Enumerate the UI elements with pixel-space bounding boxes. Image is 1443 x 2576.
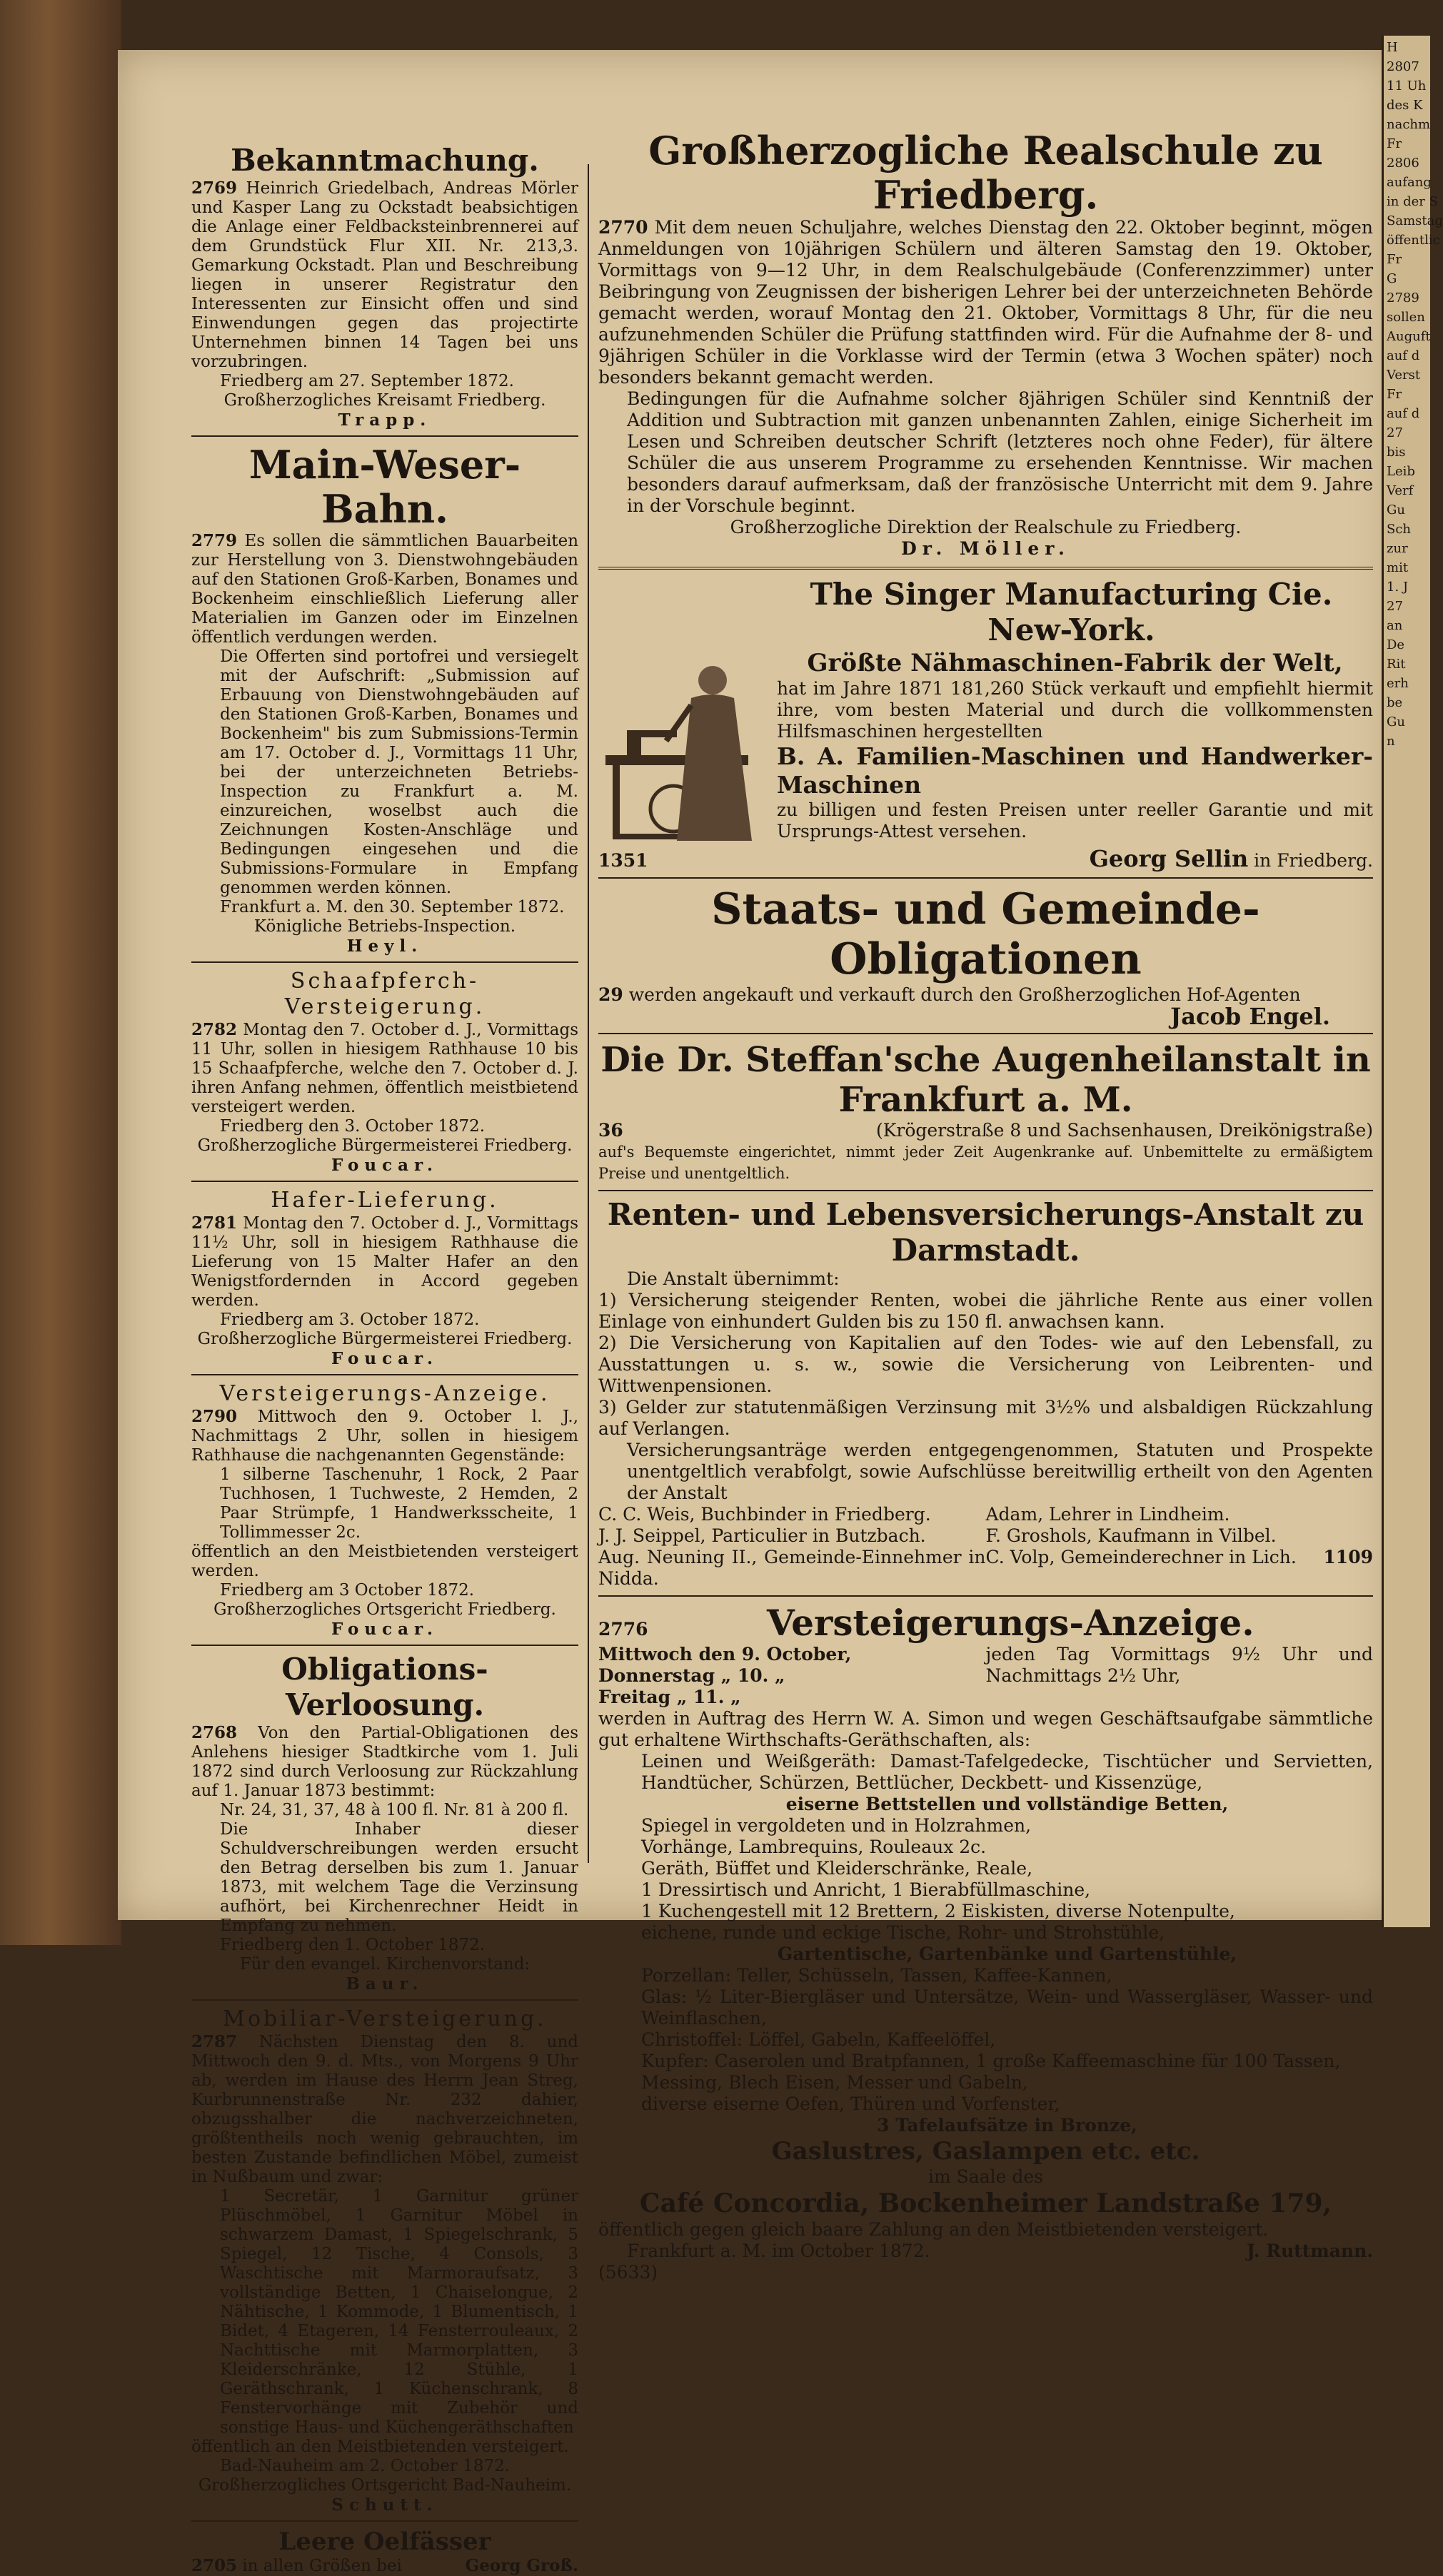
ad-title: The Singer Manufacturing Cie. New-York. xyxy=(810,577,1333,647)
list-item: Christoffel: Löffel, Gabeln, Kaffeelöffel, xyxy=(641,2029,996,2050)
adjacent-page-fragment: G xyxy=(1387,271,1397,286)
list-item: Messing, Blech Eisen, Messer und Gabeln, xyxy=(641,2072,1028,2093)
notice-body-2: Die Offerten sind portofrei und versiegelt mit der Aufschrift: „Submission auf Erbauung von Dienstwohngebäuden auf den Stationen Groß-Karben, Bonames und Bockenheim" bis zum Submissions-Termin am 17. October d. J., Vormittags 11 Uhr, bei der unterzeichneten Betriebs-Inspection zu Frankfurt a. M. einzureichen, woselbst auch die Zeichnungen Kosten-Anschläge und Bedingungen eingesehen und die Submissions-Formulare in Empfang genommen werden können. xyxy=(220,647,578,897)
adjacent-page-fragment: Fr xyxy=(1387,387,1402,402)
ad-title: Renten- und Lebensversicherungs-Anstalt zu Darmstadt. xyxy=(607,1197,1364,1268)
notice-office: Königliche Betriebs-Inspection. xyxy=(253,917,516,936)
adjacent-page-fragment: an xyxy=(1387,618,1403,633)
notice-oelfaesser xyxy=(191,2527,578,2576)
list-item: Gaslustres, Gaslampen etc. etc. xyxy=(771,2137,1200,2166)
adjacent-page-fragment: Auguft xyxy=(1387,329,1431,344)
agent: C. C. Weis, Buchbinder in Friedberg. xyxy=(598,1504,931,1525)
notice-number: 2768 xyxy=(191,1723,238,1742)
notice-number: 2779 xyxy=(191,531,238,550)
notice-date: Bad-Nauheim am 2. October 1872. xyxy=(220,2457,511,2475)
agent: Aug. Neuning II., Gemeinde-Einnehmer in Nidda. xyxy=(598,1547,986,1589)
notice-number: 2790 xyxy=(191,1407,238,1426)
notice-date: Friedberg am 3 October 1872. xyxy=(220,1581,475,1600)
notice-signature: Trapp. xyxy=(338,410,432,430)
adjacent-page-fragment: Verf xyxy=(1387,483,1414,498)
notice-body: Nächsten Dienstag den 8. und Mittwoch den 9. d. Mts., von Morgens 9 Uhr ab, werden im Hause des Herrn Jean Streg, Kurbrunnenstraße Nr. 232 dahier, obzugsshalber die nachverzeichneten, größtentheils noch wenig gebrauchten, im besten Zustande befindlichen Möbel, zumeist in Nußbaum und zwar: xyxy=(191,2033,579,2186)
adjacent-page-fragment: zur xyxy=(1387,541,1408,556)
notice-hafer-lieferung xyxy=(191,1188,578,1368)
notice-versteigerung xyxy=(191,1381,578,1639)
adjacent-page-fragment: Sch xyxy=(1387,522,1412,537)
ad-item-2: 2) Die Versicherung von Kapitalien auf den Todes- wie auf den Lebensfall, zu Ausstattungen u. s. w., sowie die Versicherung von Leibrenten- und Wittwenpensionen. xyxy=(598,1333,1373,1396)
notice-body-2: Die Inhaber dieser Schuldverschreibungen werden ersucht den Betrag derselben bis zum 1. Januar 1873, mit welchem Tage die Verzinsung aufhört, bei Kirchenrechner Heidt in Empfang zu nehmen. xyxy=(220,1820,578,1935)
list-item: 3 Tafelaufsätze in Bronze, xyxy=(877,2115,1137,2136)
notice-after: öffentlich an den Meistbietenden versteigert. xyxy=(191,2438,569,2456)
list-item: Kupfer: Caserolen und Bratpfannen, 1 große Kaffeemaschine für 100 Tassen, xyxy=(641,2051,1341,2071)
notice-signature: Foucar. xyxy=(331,1620,439,1639)
notice-obligations-verloosung xyxy=(191,1652,578,1994)
adjacent-page-fragment: 2807 xyxy=(1387,59,1419,74)
notice-items: 1 Secretär, 1 Garnitur grüner Plüschmöbel, 1 Garnitur Möbel in schwarzem Damast, 1 Spiegelschrank, 5 Spiegel, 12 Tische, 4 Consols, 3 Waschtische mit Marmoraufsatz, 3 vollständige Betten, 1 Chaiselongue, 2 Nähtische, 1 Kommode, 1 Blumentisch, 1 Bidet, 4 Etageren, 14 Fensterrouleaux, 2 Nachttische mit Marmorplatten, 3 Kleiderschränke, 12 Stühle, 1 Geräthschrank, 1 Küchenschrank, 8 Fenstervorhänge mit Zubehör und sonstige Haus- und Küchengeräthschaften xyxy=(220,2187,578,2437)
ad-place: in Friedberg. xyxy=(1254,850,1373,871)
divider xyxy=(191,961,578,963)
ad-augenheilanstalt xyxy=(598,1040,1373,1184)
auction-day: Mittwoch den 9. October, xyxy=(598,1644,852,1665)
ad-body: auf's Bequemste eingerichtet, nimmt jeder Zeit Augenkranke auf. Unbemittelte zu ermäßigtem Preise und unentgeltlich. xyxy=(598,1143,1373,1182)
adjacent-page-fragment: H xyxy=(1387,40,1398,55)
notice-number: 2781 xyxy=(191,1213,238,1233)
notice-signature: Georg Groß. xyxy=(465,2556,578,2575)
book-spine xyxy=(0,0,121,1945)
ad-body-2: öffentlich gegen gleich baare Zahlung an den Meistbietenden versteigert. xyxy=(598,2219,1269,2240)
notice-title: Mobiliar-Versteigerung. xyxy=(223,2006,547,2031)
notice-office: Großherzogliches Ortsgericht Friedberg. xyxy=(213,1600,556,1619)
divider xyxy=(598,567,1373,570)
ad-signature: Jacob Engel. xyxy=(1170,1003,1330,1030)
notice-body: Von den Partial-Obligationen des Anlehens hiesiger Stadtkirche vom 1. Juli 1872 sind durch Verloosung zur Rückzahlung auf 1. Januar 1873 bestimmt: xyxy=(191,1724,579,1800)
ad-singer xyxy=(598,577,1373,872)
adjacent-page-fragment: 11 Uh xyxy=(1387,79,1427,94)
adjacent-page-fragment: 27 xyxy=(1387,425,1403,440)
sewing-machine-illustration xyxy=(598,648,763,848)
ad-address: (Krögerstraße 8 und Sachsenhausen, Dreikönigstraße) xyxy=(875,1120,1373,1141)
notice-body: Mittwoch den 9. October l. J., Nachmittags 2 Uhr, sollen in hiesigem Rathhause die nachgenannten Gegenstände: xyxy=(191,1408,579,1465)
ad-office: Großherzogliche Direktion der Realschule zu Friedberg. xyxy=(730,517,1242,537)
auction-times: jeden Tag Vormittags 9½ Uhr und Nachmittags 2½ Uhr, xyxy=(985,1644,1373,1686)
notice-body: Montag den 7. October d. J., Vormittags 11 Uhr, sollen in hiesigem Rathhause 10 bis 15 Schaafpferche, welche den 7. October d. J. ihren Anfang nehmen, öffentlich meistbietend versteigert werden. xyxy=(191,1021,578,1116)
divider xyxy=(191,1181,578,1182)
adjacent-page-fragment: Gu xyxy=(1387,714,1405,729)
ad-body: Mit dem neuen Schuljahre, welches Dienstag den 22. Oktober beginnt, mögen Anmeldungen von 10jährigen Schülern und älteren Samstag den 19. Oktober, Vormittags von 9—12 Uhr, in dem Realschulgebäude (Conferenzzimmer) unter Beibringung von Zeugnissen der bisherigen Lehrer bei der unterzeichneten Behörde gemacht werden, worauf Montag den 21. Oktober, Vormittags 8 Uhr, für die neu aufzunehmenden Schüler die Prüfung stattfinden wird. Für die Aufnahme der 8- und 9jährigen Schüler in die Vorklasse wird der Termin (etwa 3 Wochen später) noch besonders bekannt gemacht werden. xyxy=(598,217,1373,388)
ad-item-3: 3) Gelder zur statutenmäßigen Verzinsung mit 3½% und alsbaldigen Rückzahlung auf Verlangen. xyxy=(598,1397,1373,1439)
ad-body-2: Bedingungen für die Aufnahme solcher 8jährigen Schüler sind Kenntniß der Addition und Subtraction mit ganzen unbenannten Zahlen, einige Sicherheit im Lesen und Schreiben deutscher Schrift (letzteres noch ohne Feder), für ältere Schüler die aus unserem Programme zu ersehenden Kenntnisse. Wir machen besonders darauf aufmerksam, daß der französische Unterricht mit dem 9. Jahre in der Vorschule beginnt. xyxy=(627,388,1373,516)
notice-office: Großherzogliches Kreisamt Friedberg. xyxy=(223,391,546,410)
notice-signature: Foucar. xyxy=(331,1349,439,1368)
ad-title: Versteigerungs-Anzeige. xyxy=(766,1602,1255,1644)
notice-mobiliar-versteigerung xyxy=(191,2006,578,2515)
auction-venue: Café Concordia, Bockenheimer Landstraße 179, xyxy=(639,2188,1332,2218)
ad-intro: Die Anstalt übernimmt: xyxy=(627,1268,840,1289)
notice-title: Hafer-Lieferung. xyxy=(271,1188,499,1213)
ad-body-2: zu billigen und festen Preisen unter reeller Garantie und mit Ursprungs-Attest versehen. xyxy=(777,799,1373,842)
adjacent-page-fragment: mit xyxy=(1387,560,1409,575)
ad-signature: Georg Sellin xyxy=(1089,845,1249,872)
ad-versicherung xyxy=(598,1197,1373,1590)
adjacent-page-fragment: Fr xyxy=(1387,252,1402,267)
adjacent-page-fragment: auf d xyxy=(1387,406,1420,421)
ad-body: hat im Jahre 1871 181,260 Stück verkauft und empfiehlt hiermit ihre, vom besten Material und durch die vollkommensten Hilfsmaschinen hergestellten xyxy=(777,678,1373,742)
notice-bekanntmachung xyxy=(191,143,578,430)
adjacent-page-fragment: Rit xyxy=(1387,657,1406,672)
ad-signature: J. Ruttmann. xyxy=(1246,2241,1373,2261)
adjacent-page-fragment: Verst xyxy=(1387,368,1421,383)
adjacent-page-fragment: sollen xyxy=(1387,310,1425,325)
agent: F. Groshols, Kaufmann in Vilbel. xyxy=(985,1525,1277,1546)
divider xyxy=(191,1999,578,2001)
list-item: Geräth, Büffet und Kleiderschränke, Reale, xyxy=(641,1858,1033,1879)
ad-body: werden in Auftrag des Herrn W. A. Simon und wegen Geschäftsaufgabe sämmtliche gut erhaltene Wirthschafts-Geräthschaften, als: xyxy=(598,1708,1373,1750)
agent: J. J. Seippel, Particulier in Butzbach. xyxy=(598,1525,926,1546)
notice-body: Heinrich Griedelbach, Andreas Mörler und Kasper Lang zu Ockstadt beabsichtigen die Anlage einer Feldbacksteinbrennerei auf dem Grundstück Flur XII. Nr. 213,3. Gemarkung Ockstadt. Plan und Beschreibung liegen in unserer Registratur den Interessenten zur Einsicht offen und sind Einwendungen gegen das projectirte Unternehmen binnen 14 Tagen bei uns vorzubringen. xyxy=(191,179,579,371)
ad-number: 1109 xyxy=(1323,1547,1373,1567)
list-item: Spiegel in vergoldeten und in Holzrahmen, xyxy=(641,1815,1032,1836)
left-column xyxy=(191,143,578,2576)
ad-code: (5633) xyxy=(598,2262,658,2283)
agent: Adam, Lehrer in Lindheim. xyxy=(985,1504,1230,1525)
list-item: Porzellan: Teller, Schüsseln, Tassen, Kaffee-Kannen, xyxy=(641,1965,1112,1986)
ad-models: B. A. Familien-Maschinen und Handwerker-Maschinen xyxy=(777,742,1373,799)
notice-office: Großherzogliches Ortsgericht Bad-Nauheim. xyxy=(198,2476,572,2495)
divider xyxy=(598,877,1373,879)
agent: C. Volp, Gemeinderechner in Lich. xyxy=(985,1547,1297,1567)
adjacent-page-fragment: 2789 xyxy=(1387,291,1419,305)
ad-body: Versicherungsanträge werden entgegengenommen, Statuten und Prospekte unentgeltlich verabfolgt, sowie Aufschlüsse bereitwillig ertheilt von den Agenten der Anstalt xyxy=(627,1440,1373,1503)
notice-date: Frankfurt a. M. den 30. September 1872. xyxy=(220,898,565,916)
adjacent-page-fragment: auf d xyxy=(1387,348,1420,363)
adjacent-page-edge xyxy=(1382,36,1443,1927)
notice-office: Großherzogliche Bürgermeisterei Friedberg. xyxy=(197,1136,573,1155)
ad-body: werden angekauft und verkauft durch den Großherzoglichen Hof-Agenten xyxy=(628,984,1301,1005)
adjacent-page-fragment: 27 xyxy=(1387,599,1403,614)
notice-number: 2769 xyxy=(191,178,238,198)
adjacent-page-fragment: Gu xyxy=(1387,502,1405,517)
divider xyxy=(191,435,578,437)
list-item: Gartentische, Gartenbänke und Gartenstühle, xyxy=(777,1944,1237,1964)
divider xyxy=(191,1645,578,1646)
adjacent-page-fragment: Leib xyxy=(1387,464,1415,479)
ad-item-1: 1) Versicherung steigender Renten, wobei die jährliche Rente aus einer vollen Einlage von einhundert Gulden bis zu 150 fl. anwachsen kann. xyxy=(598,1290,1373,1332)
divider xyxy=(598,1033,1373,1034)
adjacent-page-fragment: in der S xyxy=(1387,194,1438,209)
adjacent-page-fragment: n xyxy=(1387,734,1395,749)
auction-day: Freitag „ 11. „ xyxy=(598,1687,741,1707)
ad-obligationen xyxy=(598,884,1373,1030)
notice-title: Main-Weser-Bahn. xyxy=(248,442,521,532)
adjacent-page-fragment: Fr xyxy=(1387,136,1402,151)
ad-realschule xyxy=(598,128,1373,560)
adjacent-page-fragment: be xyxy=(1387,695,1403,710)
notice-date: Friedberg den 1. October 1872. xyxy=(220,1936,486,1954)
adjacent-page-fragment: 1. J xyxy=(1387,580,1409,595)
list-item: eichene, runde und eckige Tische, Rohr- und Strohstühle, xyxy=(641,1922,1165,1943)
adjacent-page-fragment: öffentlic xyxy=(1387,233,1440,248)
divider xyxy=(191,2520,578,2522)
notice-office: Für den evangel. Kirchenvorstand: xyxy=(239,1955,531,1974)
notice-items: 1 silberne Taschenuhr, 1 Rock, 2 Paar Tuchhosen, 1 Tuchweste, 2 Hemden, 2 Paar Strümpfe, 1 Handwerksscheite, 1 Tollimmesser 2c. xyxy=(220,1465,578,1542)
adjacent-page-fragment: des K xyxy=(1387,98,1423,113)
notice-body: in allen Größen bei xyxy=(242,2557,402,2575)
auction-place-intro: im Saale des xyxy=(928,2166,1043,2187)
notice-body: Es sollen die sämmtlichen Bauarbeiten zur Herstellung von 3. Dienstwohngebäuden auf den Stationen Groß-Karben, Bonames und Bockenheim einschließlich Lieferung aller Materialien im Ganzen oder im Einzelnen öffentlich verdungen werden. xyxy=(191,532,579,647)
notice-signature: Baur. xyxy=(346,1974,424,1994)
notice-after: öffentlich an den Meistbietenden versteigert werden. xyxy=(191,1542,578,1580)
right-column xyxy=(598,128,1373,2283)
notice-schaafpferch xyxy=(191,969,578,1175)
notice-title: Schaafpferch-Versteigerung. xyxy=(284,969,486,1019)
divider xyxy=(598,1190,1373,1191)
adjacent-page-fragment: aufang xyxy=(1387,175,1432,190)
list-item: Vorhänge, Lambrequins, Rouleaux 2c. xyxy=(641,1837,987,1857)
adjacent-page-fragment: De xyxy=(1387,637,1405,652)
list-item: eiserne Bettstellen und vollständige Betten, xyxy=(785,1794,1229,1814)
adjacent-page-fragment: erh xyxy=(1387,676,1409,691)
ad-title: Großherzogliche Realschule zu Friedberg. xyxy=(648,128,1323,218)
notice-office: Großherzogliche Bürgermeisterei Friedberg. xyxy=(197,1330,573,1348)
ad-date: Frankfurt a. M. im October 1872. xyxy=(627,2241,930,2261)
ad-versteigerung-concordia xyxy=(598,1602,1373,2283)
notice-body: Montag den 7. October d. J., Vormittags 11½ Uhr, soll in hiesigem Rathhause die Lieferung von 15 Malter Hafer an den Wenigstfordernden in Accord gegeben werden. xyxy=(191,1214,578,1310)
notice-date: Friedberg am 3. October 1872. xyxy=(220,1310,480,1329)
list-item: 1 Dressirtisch und Anricht, 1 Bierabfüllmaschine, xyxy=(641,1879,1091,1900)
column-divider xyxy=(588,164,589,1863)
ad-title: Die Dr. Steffan'sche Augenheilanstalt in Frankfurt a. M. xyxy=(600,1040,1371,1120)
divider xyxy=(191,1374,578,1375)
auction-day: Donnerstag „ 10. „ xyxy=(598,1665,785,1686)
notice-title: Obligations-Verloosung. xyxy=(281,1652,488,1722)
notice-number: 2787 xyxy=(191,2032,238,2051)
adjacent-page-fragment: nachm xyxy=(1387,117,1431,132)
divider xyxy=(598,1595,1373,1597)
notice-number: 2705 xyxy=(191,2556,238,2575)
ad-title: Staats- und Gemeinde-Obligationen xyxy=(711,884,1260,984)
notice-title: Leere Oelfässer xyxy=(278,2527,491,2556)
notice-title: Bekanntmachung. xyxy=(231,143,539,178)
notice-main-weser-bahn xyxy=(191,443,578,956)
ad-signature: Dr. Möller. xyxy=(901,538,1070,559)
notice-date: Friedberg am 27. September 1872. xyxy=(220,372,514,390)
ad-number: 2776 xyxy=(598,1619,648,1640)
ad-number: 29 xyxy=(598,984,623,1005)
ad-number: 1351 xyxy=(598,850,648,871)
notice-title: Versteigerungs-Anzeige. xyxy=(219,1381,550,1406)
notice-signature: Heyl. xyxy=(346,936,423,956)
notice-items: Nr. 24, 31, 37, 48 à 100 fl. Nr. 81 à 200 fl. xyxy=(220,1801,569,1819)
list-item: diverse eiserne Oefen, Thüren und Vorfenster, xyxy=(641,2093,1060,2114)
adjacent-page-fragment: bis xyxy=(1387,445,1406,460)
ad-number: 2770 xyxy=(598,217,648,238)
ad-number: 36 xyxy=(598,1120,623,1141)
list-item: Glas: ½ Liter-Biergläser und Untersätze, Wein- und Wassergläser, Wasser- und Weinflaschen, xyxy=(641,1986,1373,2029)
list-item: 1 Kuchengestell mit 12 Brettern, 2 Eiskisten, diverse Notenpulte, xyxy=(641,1901,1235,1921)
adjacent-page-fragment: Samstag xyxy=(1387,213,1443,228)
adjacent-page-fragment: 2806 xyxy=(1387,156,1419,171)
notice-signature: Schutt. xyxy=(331,2495,438,2515)
ad-subtitle: Größte Nähmaschinen-Fabrik der Welt, xyxy=(807,649,1343,677)
notice-number: 2782 xyxy=(191,1020,238,1039)
notice-signature: Foucar. xyxy=(331,1156,439,1175)
list-item: Leinen und Weißgeräth: Damast-Tafelgedecke, Tischtücher und Servietten, Handtücher, Schürzen, Bettlücher, Deckbett- und Kissenzüge, xyxy=(641,1751,1373,1793)
notice-date: Friedberg den 3. October 1872. xyxy=(220,1117,486,1136)
